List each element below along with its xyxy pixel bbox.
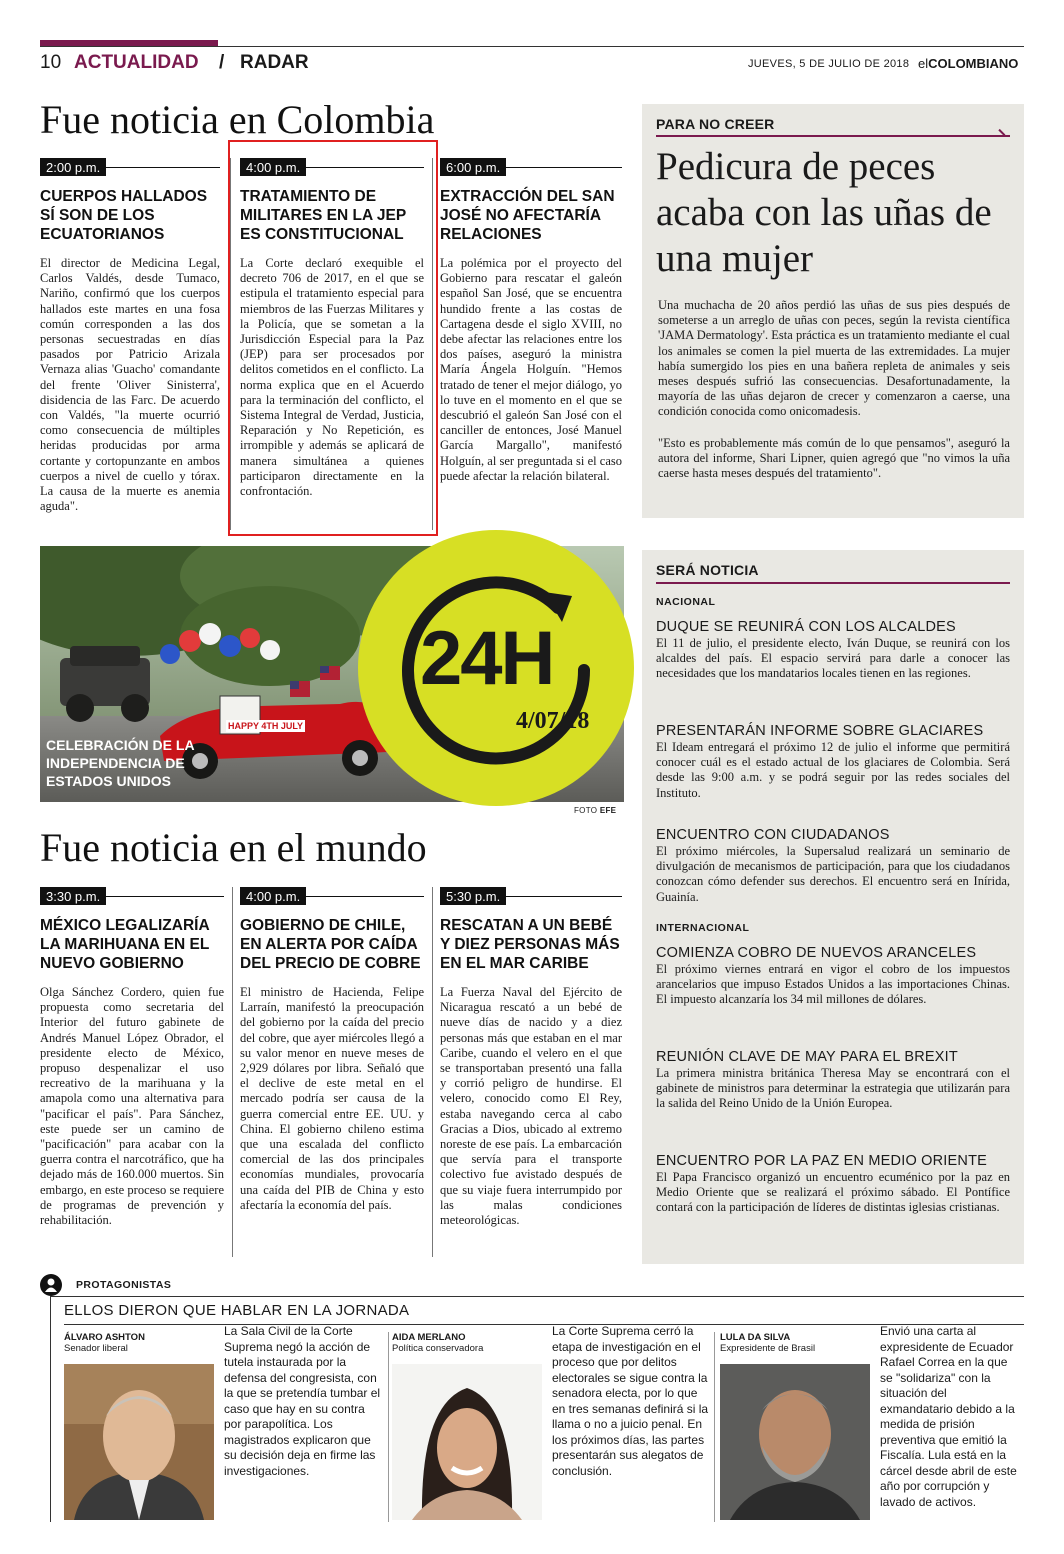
section-separator: / xyxy=(219,52,225,73)
protagonist-card xyxy=(392,1324,714,1522)
para-no-creer-body: Una muchacha de 20 años perdió las uñas de sus pies después de someterse a un arreglo de uñas con peces, según la revista científica 'JAMA Dermatology'. Esta práctica es un tratamiento mediante el cual los animales se comen la piel muerta de las extremidades. La mujer había sumergido los pies en una bañera repleta de animales y seis meses después sufrió las consecuencias. Desafortunadamente, la mayoría de las uñas dejaron de crecer y comenzaron a caerse, una condición conocida como onicomadesis. xyxy=(658,298,1010,419)
article-headline: CUERPOS HALLADOS SÍ SON DE LOS ECUATORIANOS xyxy=(40,188,208,243)
mundo-section-title: Fue noticia en el mundo xyxy=(40,825,427,870)
mundo-article-1 xyxy=(40,887,224,1228)
para-no-creer-label: PARA NO CREER xyxy=(656,116,775,132)
protagonist-card xyxy=(720,1324,1024,1522)
protagonistas-top-rule xyxy=(50,1296,1024,1297)
time-label: 4:00 p.m. xyxy=(240,158,306,176)
issue-date: JUEVES, 5 DE JULIO DE 2018 xyxy=(748,58,910,70)
car-plate-text: HAPPY 4TH JULY xyxy=(228,721,304,731)
24h-badge-text: 24H xyxy=(420,616,554,701)
article-headline: GOBIERNO DE CHILE, EN ALERTA POR CAÍDA DEL PRECIO DE COBRE xyxy=(240,917,421,972)
mundo-article-3 xyxy=(440,887,622,1228)
subsection-title: RADAR xyxy=(240,52,309,73)
news-item-title: COMIENZA COBRO DE NUEVOS ARANCELES xyxy=(656,945,977,961)
para-no-creer-headline: Pedicura de peces acaba con las uñas de una mujer xyxy=(656,145,992,280)
protagonist-photo xyxy=(64,1364,214,1520)
news-item-title: ENCUENTRO CON CIUDADANOS xyxy=(656,827,890,843)
photo-credit xyxy=(574,806,616,815)
news-item-body: El Papa Francisco organizó un encuentro ecuménico por la paz en Medio Oriente que se realizará el próximo sábado. El Pontífice contará con la participación de líderes de distintas iglesias cristianas. xyxy=(656,1170,1010,1215)
internacional-item xyxy=(656,1152,1010,1216)
time-label: 2:00 p.m. xyxy=(40,158,106,176)
protagonistas-vertical-rule xyxy=(50,1296,51,1522)
colombia-article-3 xyxy=(440,158,622,484)
protagonistas-subtitle: ELLOS DIERON QUE HABLAR EN LA JORNADA xyxy=(64,1302,410,1319)
column-divider xyxy=(432,158,433,530)
nacional-item xyxy=(656,826,1010,905)
article-body: El ministro de Hacienda, Felipe Larraín, manifestó la preocupación del gobierno por la caída del precio del cobre, que ayer miércoles llegó a su valor menor en nueve meses de 2,929 dólares por libra. Señaló que el declive de este metal en el mercado podría ser causa de la guerra comercial entre EE. UU. y China. El gobierno chileno estima que una escalada del conflicto comercial de las dos principales economías mundiales, provocaría una caída del PIB de China y esto afectaría la economía del país. xyxy=(240,985,424,1212)
mundo-article-2 xyxy=(240,887,424,1213)
article-headline: MÉXICO LEGALIZARÍA LA MARIHUANA EN EL NUEVO GOBIERNO xyxy=(40,917,210,972)
protagonist-role: Política conservadora xyxy=(392,1343,484,1354)
sera-noticia-label: SERÁ NOTICIA xyxy=(656,562,759,578)
time-label: 5:30 p.m. xyxy=(440,887,506,905)
column-divider xyxy=(388,1332,389,1522)
protagonist-photo xyxy=(392,1364,542,1520)
article-headline: RESCATAN A UN BEBÉ Y DIEZ PERSONAS MÁS EN EL MAR CARIBE xyxy=(440,917,620,972)
newspaper-brand xyxy=(918,56,1018,71)
column-divider xyxy=(432,887,433,1257)
protagonist-text: Envió una carta al expresidente de Ecuador Rafael Correa en la que se "solidariza" con la situación del exmandatario debido a la medida de prisión preventiva que emitió la Fiscalía. Lula está en la cárcel desde abril de este año por corrupción y lavado de activos. xyxy=(880,1324,1017,1509)
person-icon xyxy=(40,1274,62,1296)
photo-caption: CELEBRACIÓN DE LA INDEPENDENCIA DE ESTADOS UNIDOS xyxy=(46,737,195,789)
news-item-body: El próximo viernes entrará en vigor el cobro de los impuestos arancelarios que impuso Estados Unidos a las importaciones Chinas. El impuesto alcanzaría los 34 mil millones de dólares. xyxy=(656,962,1010,1007)
nacional-item xyxy=(656,722,1010,801)
article-headline: TRATAMIENTO DE MILITARES EN LA JEP ES CONSTITUCIONAL xyxy=(240,188,406,243)
article-body: La Fuerza Naval del Ejército de Nicaragua rescató a un bebé de nueve días de nacido y a diez personas más que estaban en el mar Caribe, cuando el velero en el que se transportaban presentó una falla y corrió peligro de hundirse. El velero, conocido como El Rey, estaba navegando cerca al cabo Gracias a Dios, ubicado al extremo noreste de ese país. La embarcación que servía para el transporte colectivo fue avistado después de que su viaje fuera interrumpido por las malas condiciones meteorológicas. xyxy=(440,985,622,1228)
protagonist-name: ÁLVARO ASHTON xyxy=(64,1332,145,1343)
protagonist-name: AIDA MERLANO xyxy=(392,1332,466,1343)
news-item-body: El próximo miércoles, la Supersalud realizará un seminario de divulgación de mecanismos de participación, para que los ciudadanos conozcan cómo defender sus derechos. El encuentro será en Inírida, Guainía. xyxy=(656,844,1010,904)
internacional-item xyxy=(656,944,1010,1008)
protagonist-name: LULA DA SILVA xyxy=(720,1332,791,1343)
internacional-label: INTERNACIONAL xyxy=(656,922,750,934)
news-item-title: DUQUE SE REUNIRÁ CON LOS ALCALDES xyxy=(656,619,956,635)
news-item-title: ENCUENTRO POR LA PAZ EN MEDIO ORIENTE xyxy=(656,1153,988,1169)
brand-prefix: el xyxy=(918,56,929,71)
panel-rule xyxy=(656,582,1010,584)
news-item-body: El 11 de julio, el presidente electo, Iván Duque, se reunirá con los alcaldes del país. El espacio servirá para darle a conocer las necesidades que los mandatarios locales tienen en las regiones. xyxy=(656,636,1010,681)
header-rule xyxy=(40,46,1024,47)
brand-name: COLOMBIANO xyxy=(928,56,1019,71)
24h-badge-date: 4/07/18 xyxy=(516,708,590,734)
protagonist-role: Expresidente de Brasil xyxy=(720,1343,816,1354)
photo-credit-source: EFE xyxy=(599,806,617,815)
person-icon-glyph xyxy=(40,1274,62,1296)
article-body: El director de Medicina Legal, Carlos Valdés, desde Tumaco, Nariño, confirmó que los cuerpos hallados este martes en una fosa común corresponden a las dos personas secuestradas en días pasados por Patricio Arizala Vernaza alias 'Guacho' comandante del frente 'Oliver Sinisterra', disidencia de las Farc. De acuerdo con Valdés, "la muerte ocurrió como consecuencia de múltiples heridas producidas por arma cortante y cortopunzante en ambos cuerpos a nivel de cuello y tórax. La causa de la muerte es anemia aguda". xyxy=(40,256,220,514)
protagonist-role: Senador liberal xyxy=(64,1343,128,1354)
article-body: La polémica por el proyecto del Gobierno para rescatar el galeón español San José, que se encuentra hundido frente a las costas de Cartagena desde el siglo XVIII, no debe afectar las relaciones entre los dos países, aseguró la ministra María Ángela Holguín. "Hemos tratado de tener el mejor diálogo, yo lo tuve en el momento en el que se descubrió el galeón San José con el canciller de entonces, José Manuel García Margallo", manifestó Holguín, al ser preguntada si el caso puede afectar la relación bilateral. xyxy=(440,256,622,483)
nacional-item xyxy=(656,618,1010,682)
protagonist-card xyxy=(64,1324,386,1522)
news-item-body: El Ideam entregará el próximo 12 de julio el informe que permitirá conocer cuál es el estado actual de los glaciares de Colombia. Será desde las 9:00 a.m. y se podrá seguir por las redes sociales del Instituto. xyxy=(656,740,1010,800)
protagonist-text: La Sala Civil de la Corte Suprema negó la acción de tutela instaurada por la defensa del congresista, con la que se pretendía tumbar el caso que hay en su contra por parapolítica. Los magistrados explicaron que su decisión deja en firme las investigaciones. xyxy=(224,1324,381,1478)
colombia-section-title: Fue noticia en Colombia xyxy=(40,97,435,142)
section-title: ACTUALIDAD xyxy=(74,52,199,73)
para-no-creer-panel xyxy=(642,104,1024,518)
time-label: 4:00 p.m. xyxy=(240,887,306,905)
news-item-body: La primera ministra británica Theresa May se encontrará con el gabinete de ministros para determinar la estrategia que utilizarán para la salida del Reino Unido de la Unión Europea. xyxy=(656,1066,1010,1111)
page-number: 10 xyxy=(40,52,62,73)
protagonist-photo xyxy=(720,1364,870,1520)
photo-credit-prefix: FOTO xyxy=(574,806,598,815)
nacional-label: NACIONAL xyxy=(656,596,716,608)
news-item-title: REUNIÓN CLAVE DE MAY PARA EL BREXIT xyxy=(656,1049,958,1065)
article-body: La Corte declaró exequible el decreto 706 de 2017, en el que se estipula el tratamiento especial para miembros de las Fuerzas Militares y la Policía, que se sometan a la Jurisdicción Especial para la Paz (JEP) para ser procesados por delitos cometidos en el conflicto. La norma explica que en el Acuerdo para la terminación del conflicto, el Sistema Integral de Verdad, Justicia, Reparación y No Repetición, es irrompible y además se aplicará de manera simultánea a quienes participaron directamente en la confrontación. xyxy=(240,256,424,499)
column-divider xyxy=(232,887,233,1257)
news-item-title: PRESENTARÁN INFORME SOBRE GLACIARES xyxy=(656,723,984,739)
sera-noticia-panel xyxy=(642,550,1024,1264)
article-body: Olga Sánchez Cordero, quien fue propuesta como secretaria del Interior del futuro gabinete de Andrés Manuel López Obrador, el presidente electo de México, propuso despenalizar el uso recreativo de la marihuana y la amapola como una alternativa para "pacificar el país". Para Sánchez, este puede ser un camino de "pacificación" para acabar con la guerra contra el narcotráfico, que ha dejado más de 160.000 muertos. Sin embargo, en este proceso se requiere de programas de prevención y rehabilitación. xyxy=(40,985,224,1228)
para-no-creer-quote: "Esto es probablemente más común de lo que pensamos", aseguró la autora del informe, Shari Lipner, quien agregó que "no vimos la uña caerse hasta meses después del tratamiento". xyxy=(658,436,1010,481)
time-label: 6:00 p.m. xyxy=(440,158,506,176)
protagonistas-label: PROTAGONISTAS xyxy=(76,1279,172,1291)
column-divider xyxy=(714,1332,715,1522)
colombia-article-2 xyxy=(240,158,424,499)
colombia-article-1 xyxy=(40,158,220,514)
panel-rule xyxy=(656,135,1010,137)
internacional-item xyxy=(656,1048,1010,1112)
24h-badge xyxy=(358,530,634,806)
time-label: 3:30 p.m. xyxy=(40,887,106,905)
article-headline: EXTRACCIÓN DEL SAN JOSÉ NO AFECTARÍA RELACIONES xyxy=(440,188,615,243)
protagonist-text: La Corte Suprema cerró la etapa de investigación en el proceso que por delitos electorales se sigue contra la senadora electa, por lo que en tres semanas definirá si la llama o no a juicio penal. En los próximos días, las partes presentarán sus alegatos de conclusión. xyxy=(552,1324,709,1478)
